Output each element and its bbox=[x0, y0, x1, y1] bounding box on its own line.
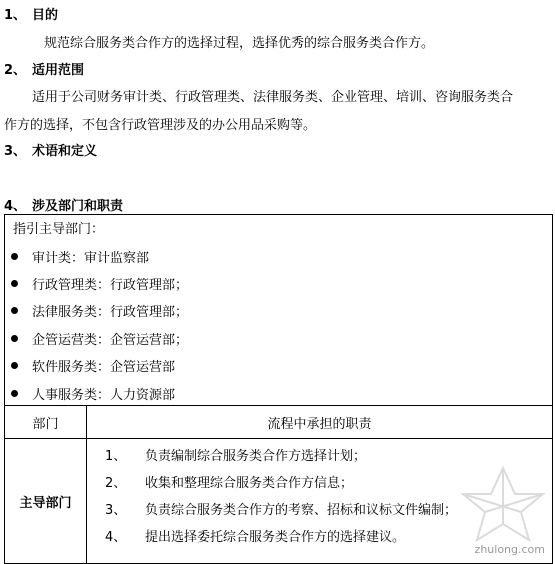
bullet-icon bbox=[11, 280, 18, 287]
purpose-text: 规范综合服务类合作方的选择过程，选择优秀的综合服务类合作方。 bbox=[44, 36, 435, 51]
duty-item: 3、 负责综合服务类合作方的考察、招标和议标文件编制； bbox=[105, 502, 458, 518]
guide-cell bbox=[5, 215, 553, 406]
guide-item: 人事服务类：人力资源部 bbox=[11, 384, 175, 402]
bullet-icon bbox=[11, 253, 18, 260]
header-dept: 部门 bbox=[5, 406, 87, 439]
duty-item: 1、 负责编制综合服务类合作方选择计划； bbox=[105, 448, 367, 464]
scope-text-line1: 适用于公司财务审计类、行政管理类、法律服务类、企业管理、培训、咨询服务类合 bbox=[32, 90, 514, 105]
bullet-icon bbox=[11, 335, 18, 342]
bullet-icon bbox=[11, 307, 18, 314]
bullet-icon bbox=[11, 362, 18, 369]
section-2-heading: 2、 适用范围 bbox=[4, 63, 85, 78]
lead-dept-cell: 主导部门 bbox=[5, 439, 87, 564]
section-1-heading: 1、 目的 bbox=[4, 8, 59, 23]
guide-item: 软件服务类：企管运营部 bbox=[11, 356, 175, 374]
duty-item: 2、 收集和整理综合服务类合作方信息； bbox=[105, 475, 354, 491]
guide-title: 指引主导部门： bbox=[13, 222, 105, 237]
header-duty: 流程中承担的职责 bbox=[87, 406, 553, 439]
guide-item: 企管运营类：企管运营部； bbox=[11, 329, 188, 347]
guide-item: 行政管理类：行政管理部； bbox=[11, 274, 188, 292]
watermark-text: zhulong.com bbox=[474, 543, 545, 556]
bullet-icon bbox=[11, 390, 18, 397]
scope-text-line2: 作方的选择，不包含行政管理涉及的办公用品采购等。 bbox=[4, 118, 317, 133]
responsibility-table bbox=[4, 214, 553, 564]
duty-item: 4、 提出选择委托综合服务类合作方的选择建议。 bbox=[105, 529, 406, 545]
guide-item: 法律服务类：行政管理部； bbox=[11, 301, 188, 319]
section-3-heading: 3、 术语和定义 bbox=[4, 144, 98, 159]
section-4-heading: 4、 涉及部门和职责 bbox=[4, 199, 124, 214]
guide-item: 审计类：审计监察部 bbox=[11, 247, 149, 265]
